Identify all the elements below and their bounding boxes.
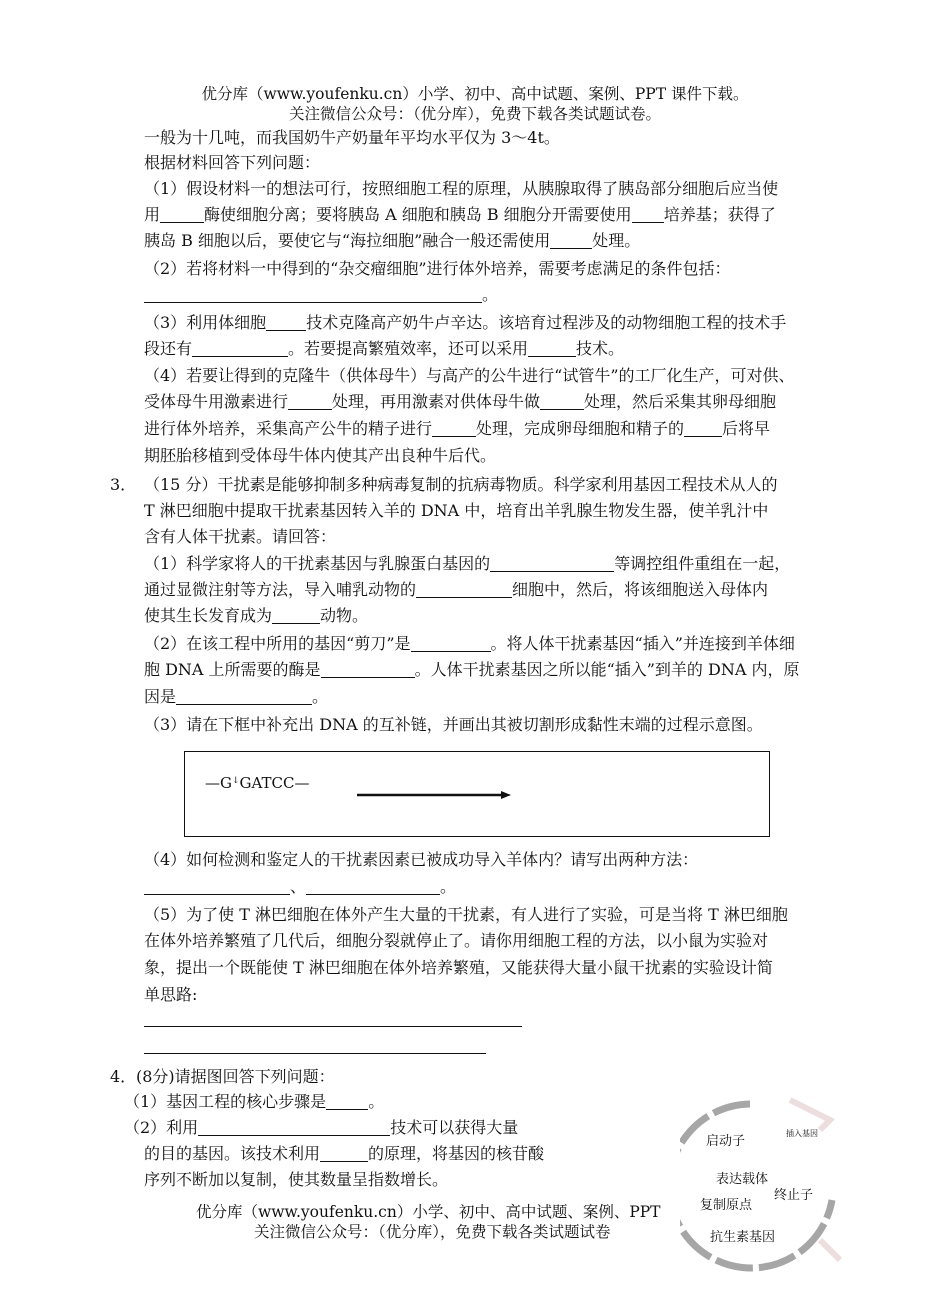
- q3-sub5-line3: 象，提出一个既能使 T 淋巴细胞在体外培养繁殖，又能获得大量小鼠干扰素的实验设计简: [144, 958, 773, 977]
- answer-line[interactable]: [144, 1053, 486, 1054]
- q2-part4-line4: 期胚胎移植到受体母牛体内使其产出良种牛后代。: [144, 446, 497, 465]
- resistance-gene-label: 抗生素基因: [710, 1230, 776, 1245]
- q3-number: 3．: [110, 475, 137, 494]
- q3-sub1-line3: 使其生长发育成为 动物。: [144, 606, 369, 625]
- q2-part1-line3: 胰岛 B 细胞以后，要使它与“海拉细胞”融合一般还需使用 处理。: [144, 231, 641, 250]
- q3-sub5-line2: 在体外培养繁殖了几代后，细胞分裂就停止了。请你用细胞工程的方法，以小鼠为实验对: [144, 931, 769, 950]
- q3-sub2-line2: 胞 DNA 上所需要的酶是 。人体干扰素基因之所以能“插入”到羊的 DNA 内，原: [144, 660, 800, 679]
- answer-blank[interactable]: [160, 206, 204, 223]
- expression-vector-label: 表达载体: [716, 1172, 769, 1187]
- answer-blank[interactable]: [540, 393, 584, 410]
- answer-blank[interactable]: [684, 420, 722, 437]
- q4-sub2-line2: 的目的基因。该技术利用 的原理，将基因的核苷酸: [144, 1144, 545, 1163]
- q2-part1-line2: 用 酶使细胞分离；要将胰岛 A 细胞和胰岛 B 细胞分开需要使用 培养基；获得了: [144, 205, 776, 224]
- plasmid-diagram: [680, 1090, 850, 1280]
- q2-intro: 根据材料回答下列问题：: [144, 153, 321, 172]
- q2-part2-line1: （2）若将材料一中得到的“杂交瘤细胞”进行体外培养，需要考虑满足的条件包括：: [144, 259, 731, 278]
- answer-blank[interactable]: [320, 1145, 368, 1162]
- dna-sequence: —G↓GATCC—: [205, 774, 310, 792]
- answer-blank[interactable]: [176, 688, 312, 705]
- cut-site-mark: ↓: [231, 776, 240, 786]
- answer-blank[interactable]: [321, 661, 415, 678]
- answer-blank[interactable]: [192, 340, 288, 357]
- q3-sub4: （4）如何检测和鉴定人的干扰素因素已被成功导入羊体内？请写出两种方法：: [144, 850, 699, 869]
- q3-stem-line3: 含有人体干扰素。请回答：: [144, 527, 337, 546]
- answer-blank[interactable]: [411, 635, 491, 652]
- terminator-label: 终止子: [774, 1188, 814, 1203]
- answer-blank[interactable]: [528, 340, 576, 357]
- q3-sub3: （3）请在下框中补充出 DNA 的互补链，并画出其被切割形成黏性末端的过程示意图。: [144, 715, 763, 734]
- process-arrow: [355, 788, 515, 802]
- origin-label: 复制原点: [700, 1198, 753, 1213]
- q3-sub1-line2: 通过显微注射等方法，导入哺乳动物的 细胞中，然后，将该细胞送入母体内: [144, 580, 769, 599]
- answer-blank[interactable]: [326, 1093, 368, 1110]
- q2-part3-line2: 段还有 。若要提高繁殖效率，还可以采用 技术。: [144, 339, 625, 358]
- q2-part3-line1: （3）利用体细胞 技术克隆高产奶牛卢辛达。该培育过程涉及的动物细胞工程的技术手: [144, 313, 787, 332]
- q2-part1-line1: （1）假设材料一的想法可行，按照细胞工程的原理，从胰腺取得了胰岛部分细胞后应当使: [144, 179, 779, 198]
- q3-sub5-line1: （5）为了使 T 淋巴细胞在体外产生大量的干扰素，有人进行了实验，可是当将 T 淋巴细胞: [144, 905, 788, 924]
- q3-sub4-answers: 、 。: [144, 876, 456, 898]
- q3-sub5-line4: 单思路:: [144, 985, 198, 1004]
- q3-sub2-line1: （2）在该工程中所用的基因“剪刀”是 。将人体干扰素基因“插入”并连接到羊体细: [144, 634, 795, 653]
- answer-blank[interactable]: [144, 286, 482, 303]
- answer-blank[interactable]: [272, 607, 320, 624]
- promoter-label: 启动子: [706, 1134, 746, 1149]
- q4-sub2-line3: 序列不断加以复制，使其数量呈指数增长。: [144, 1170, 449, 1189]
- answer-blank[interactable]: [288, 393, 332, 410]
- q4-number: 4．: [110, 1067, 137, 1086]
- q4-sub1: （1）基因工程的核心步骤是 。: [124, 1092, 385, 1111]
- answer-blank[interactable]: [306, 878, 440, 895]
- q4-sub2-line1: （2）利用 技术可以获得大量: [124, 1118, 519, 1137]
- answer-blank[interactable]: [550, 232, 592, 249]
- answer-blank[interactable]: [490, 555, 614, 572]
- q2-continuation: 一般为十几吨，而我国奶牛产奶量年平均水平仅为 3～4t。: [144, 128, 560, 147]
- footer-line-2: 关注微信公众号：（优分库），免费下载各类试题试卷: [254, 1223, 611, 1241]
- answer-blank[interactable]: [198, 1119, 390, 1136]
- answer-line[interactable]: [144, 1026, 522, 1027]
- q2-part4-line3: 进行体外培养，采集高产公牛的精子进行 处理，完成卵母细胞和精子的 后将早: [144, 419, 771, 438]
- q2-part4-line2: 受体母牛用激素进行 处理，再用激素对供体母牛做 处理，然后采集其卵母细胞: [144, 392, 777, 411]
- dna-drawing-box[interactable]: [184, 751, 770, 837]
- header-line-1: 优分库（www.youfenku.cn）小学、初中、高中试题、案例、PPT 课件下载。: [201, 85, 749, 103]
- answer-blank[interactable]: [416, 581, 512, 598]
- footer-line-1: 优分库（www.youfenku.cn）小学、初中、高中试题、案例、PPT: [196, 1203, 661, 1221]
- q4-stem: (8分)请据图回答下列问题：: [136, 1067, 335, 1086]
- q3-sub2-line3: 因是 。: [144, 687, 329, 706]
- answer-blank[interactable]: [632, 206, 664, 223]
- q3-stem-line2: T 淋巴细胞中提取干扰素基因转入羊的 DNA 中，培育出羊乳腺生物发生器，使羊乳汁中: [144, 501, 769, 520]
- answer-blank[interactable]: [432, 420, 476, 437]
- answer-blank[interactable]: [144, 878, 290, 895]
- q3-sub1-line1: （1）科学家将人的干扰素基因与乳腺蛋白基因的 等调控组件重组在一起，: [144, 554, 791, 573]
- header-line-2: 关注微信公众号：（优分库），免费下载各类试题试卷。: [288, 105, 661, 123]
- insert-gene-label: 插入基因: [786, 1129, 818, 1138]
- q3-stem-line1: （15 分）干扰素是能够抑制多种病毒复制的抗病毒物质。科学家利用基因工程技术从人的: [144, 475, 778, 494]
- q2-part2-line2: 。: [144, 284, 498, 306]
- q2-part4-line1: （4）若要让得到的克隆牛（供体母牛）与高产的公牛进行“试管牛”的工厂化生产，可对供、: [144, 366, 795, 385]
- answer-blank[interactable]: [266, 314, 306, 331]
